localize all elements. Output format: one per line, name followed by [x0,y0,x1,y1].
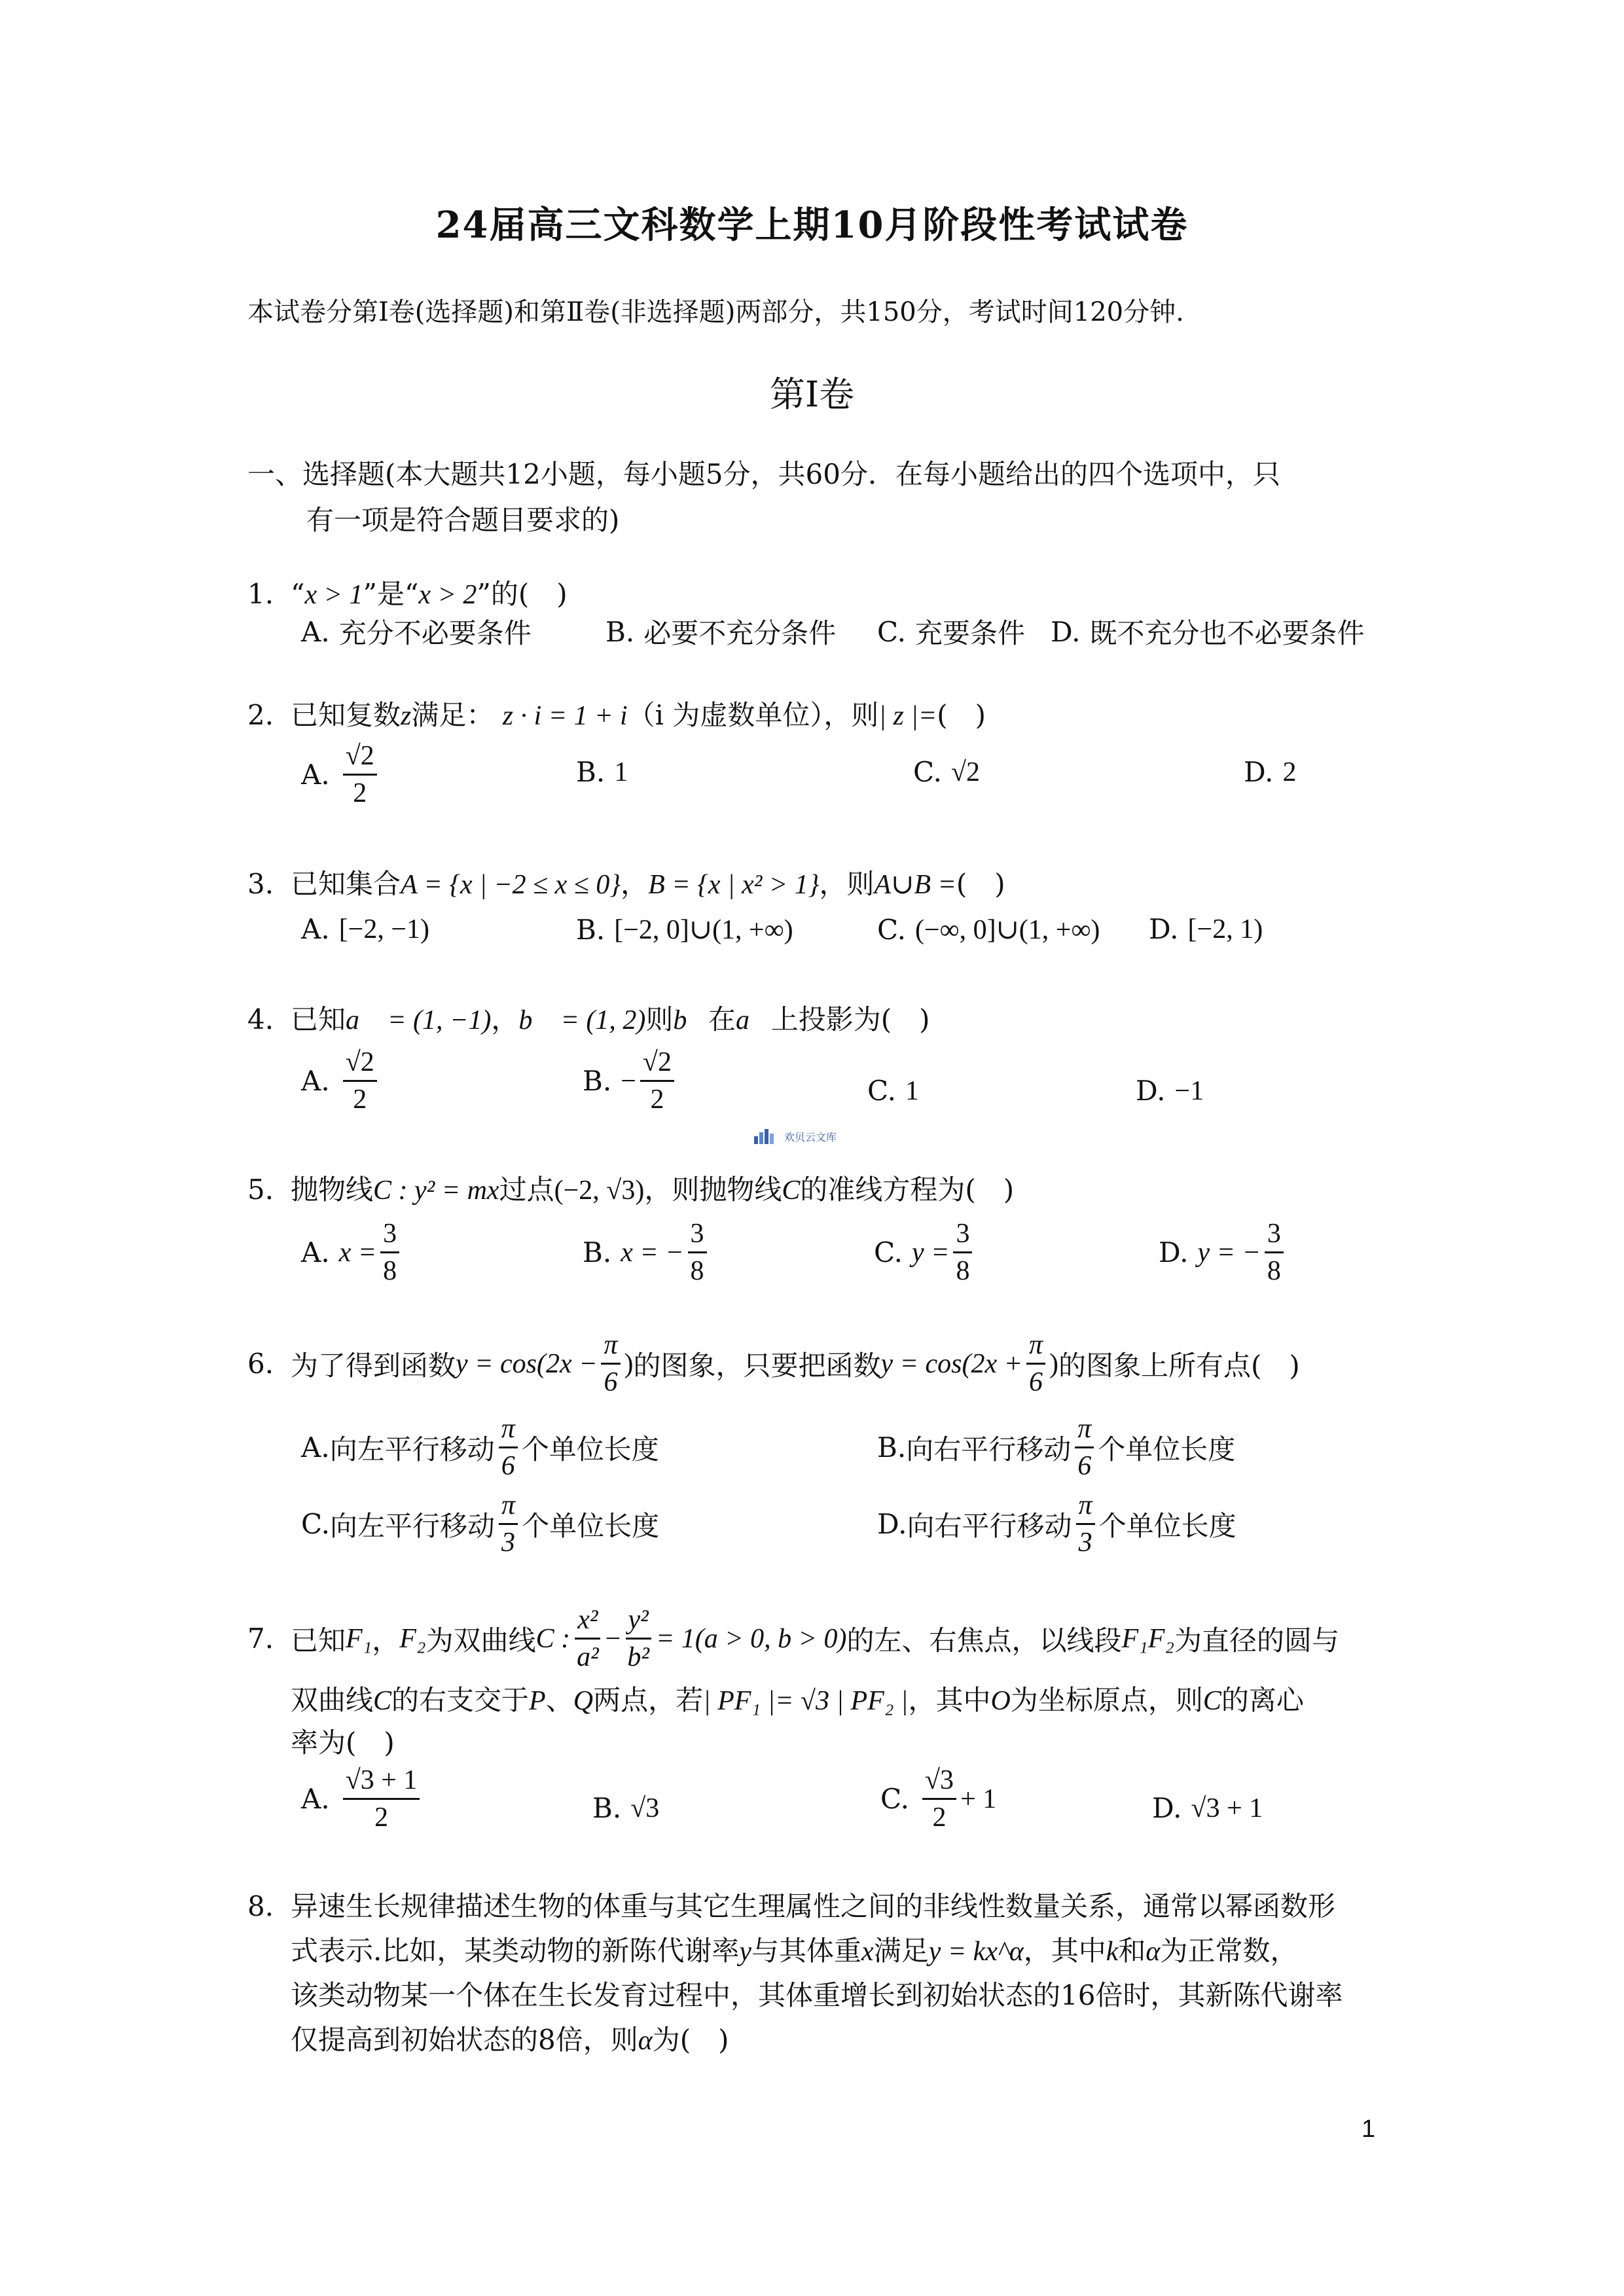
question-4 [247,998,930,1037]
q2-option-c[interactable] [913,756,980,788]
question-text: 的准线方程为( ) [800,1174,1015,1206]
question-7-line2 [291,1679,1304,1718]
question-text: 满足： [411,699,494,731]
q5-option-a[interactable] [301,1217,403,1287]
question-number: 1. [247,578,274,610]
fraction-numerator: 3 [688,1217,707,1253]
option-text: 个单位长度 [1098,1433,1236,1465]
fraction-numerator: √3 [922,1764,956,1800]
math-var: z [401,701,412,731]
question-text: 则 [645,1003,674,1035]
question-text: 的图象上所有点( ) [1058,1349,1300,1382]
q6-option-b[interactable] [877,1412,1235,1482]
question-text: 满足 [873,1935,929,1967]
option-text: + 1 [960,1784,997,1814]
option-label: B. [583,1236,612,1268]
option-text: 1 [905,1075,919,1106]
math-var: F₁ [346,1623,372,1654]
fraction-numerator: y² [626,1604,651,1640]
question-text: 的左、右焦点，以线段 [846,1624,1122,1657]
fraction-denominator: 6 [501,1451,515,1481]
fraction-numerator: π [499,1489,518,1525]
question-text: 已知复数 [291,699,401,731]
math-expr: B = {x | x² > 1} [648,870,820,900]
question-5 [247,1168,1014,1208]
option-label: D. [1149,913,1179,945]
question-number: 8. [247,1890,274,1922]
option-label: A. [301,1236,330,1268]
math-var: P [529,1686,546,1716]
question-text: 双曲线 [291,1684,374,1716]
question-1 [247,573,568,612]
math-expr: b⃗ = (1, 2) [518,1005,646,1035]
fraction-numerator: x² [575,1604,600,1640]
question-text: ， [372,1624,400,1657]
fraction [1026,1329,1045,1399]
option-label: C. [880,1783,909,1815]
question-8-line4 [291,2018,729,2058]
option-text: √3 + 1 [1191,1793,1263,1823]
fraction-denominator: 6 [604,1367,618,1397]
option-label: A. [301,615,330,648]
q4-option-c[interactable] [867,1075,919,1107]
q5-option-c[interactable] [874,1217,976,1287]
option-label: B. [583,1065,612,1097]
math-var: O [990,1686,1011,1716]
fraction [380,1217,399,1287]
option-text: 向左平行移动 [329,1433,495,1465]
option-label: A. [301,913,330,945]
question-6 [247,1329,1300,1399]
fraction [343,740,377,810]
question-text: 仅提高到初始状态的8倍，则 [291,2024,638,2056]
watermark-text: 欢贝云文库 [784,1130,837,1143]
option-label: A. [301,1065,330,1097]
q3-option-c[interactable] [877,913,1100,946]
fraction [574,1604,602,1674]
part-title: 第Ⅰ卷 [769,374,855,415]
q7-option-d[interactable] [1152,1792,1263,1824]
question-text: 与其体重 [751,1935,862,1967]
option-label: B. [592,1792,622,1824]
q4-option-a[interactable] [301,1046,381,1116]
question-text: 为坐标原点，则 [1010,1684,1203,1716]
option-text: [−2, −1) [338,914,430,944]
fraction-numerator: π [499,1412,518,1448]
q3-option-d[interactable] [1149,913,1263,945]
q1-option-a[interactable] [301,612,532,651]
option-label: A. [301,1431,330,1463]
option-text: 充要条件 [915,617,1026,649]
fraction [1076,1489,1095,1559]
question-text: ，其中 [908,1684,991,1716]
q6-option-a[interactable] [301,1412,659,1482]
q1-option-c[interactable] [877,612,1025,651]
math-expr: | z |= [878,701,937,731]
option-text: √2 [951,757,981,787]
question-text: 的离心 [1221,1684,1304,1716]
fraction [499,1489,518,1559]
section-heading [247,452,1280,543]
fraction-numerator: 3 [380,1217,399,1253]
question-text: ”的( ) [477,578,568,610]
question-text: 两点，若 [593,1684,704,1716]
question-text: 的右支交于 [391,1684,530,1716]
option-label: A. [301,759,330,791]
question-text: ，则抛物线 [644,1174,782,1206]
question-text: 已知集合 [291,868,401,900]
question-text: ”是“ [363,578,419,610]
math-var: y [739,1937,752,1967]
q5-option-b[interactable] [583,1217,711,1287]
question-text: ， [491,1003,519,1035]
question-8-line3: 该类动物某一个体在生长发育过程中，其体重增长到初始状态的16倍时，其新陈代谢率 [291,1979,1343,2011]
question-8-line2 [291,1929,1297,1969]
question-3 [247,863,1005,902]
question-text: 为了得到函数 [291,1349,456,1382]
question-text: 在 [708,1003,736,1035]
math-expr: y = cos(2x − [456,1348,598,1379]
question-7-line1 [247,1604,1339,1674]
section-heading-line1: 一、选择题(本大题共12小题，每小题5分，共60分．在每小题给出的四个选项中，只 [247,458,1280,490]
question-number: 2. [247,699,274,731]
option-label: D. [1159,1236,1189,1268]
library-logo-icon [753,1127,779,1145]
option-label: B. [576,913,605,946]
math-expr: y = − [1197,1237,1261,1268]
math-var: a⃗ [736,1005,771,1035]
q2-option-d[interactable] [1244,756,1297,788]
math-expr: C : y² = mx [373,1175,499,1206]
option-label: C. [913,756,942,788]
question-text: 过点 [499,1174,554,1206]
fraction-denominator: 2 [650,1085,664,1115]
option-label: C. [867,1075,896,1107]
option-label: A. [301,1783,330,1815]
option-text: 向右平行移动 [906,1433,1072,1465]
fraction-numerator: π [1075,1412,1094,1448]
question-text: 为正常数， [1160,1935,1298,1967]
option-label: D. [1152,1792,1182,1824]
q2-option-b[interactable] [576,756,628,788]
question-number: 7. [247,1623,274,1655]
math-expr: x > 1 [304,580,363,610]
section-heading-line2: 有一项是符合题目要求的) [306,504,620,536]
math-expr: y = kx^α [928,1937,1024,1967]
fraction [624,1604,652,1674]
question-8-line1 [247,1885,1335,1924]
math-expr: A = {x | −2 ≤ x ≤ 0} [401,870,621,900]
math-var: x [861,1937,874,1967]
q7-option-c[interactable] [880,1764,996,1834]
math-expr: z · i = 1 + i [502,701,628,731]
paren: ) [1049,1348,1059,1379]
question-7-line3: 率为( ) [291,1727,395,1759]
q7-option-b[interactable] [592,1792,659,1824]
option-text: √3 [630,1793,660,1823]
option-label: D. [1136,1075,1166,1107]
q3-option-b[interactable] [576,913,793,946]
question-text: 为直径的圆与 [1174,1624,1339,1657]
fraction-denominator: 3 [1078,1528,1092,1558]
math-expr: x = − [621,1237,684,1268]
question-text: 抛物线 [291,1174,374,1206]
fraction-denominator: 8 [1267,1256,1281,1286]
fraction-numerator: π [601,1329,620,1365]
question-text: 的图象，只要把函数 [633,1349,881,1382]
option-text: 1 [614,757,628,787]
fraction-denominator: a² [577,1642,599,1672]
option-label: B. [877,1431,907,1463]
fraction-numerator: 3 [1265,1217,1284,1253]
page-title: 24届高三文科数学上期10月阶段性考试试卷 [435,204,1189,247]
minus-sign: − [621,1066,636,1096]
option-text: −1 [1174,1075,1204,1106]
q4-option-b[interactable] [583,1046,678,1116]
q1-option-d[interactable] [1051,612,1365,651]
option-label: C. [301,1508,330,1540]
option-text: 2 [1282,757,1297,787]
question-text: ，其中 [1023,1935,1106,1967]
question-text: ( ) [937,699,986,731]
math-var: b⃗ [673,1005,709,1035]
exam-intro: 本试卷分第Ⅰ卷(选择题)和第Ⅱ卷(非选择题)两部分，共150分，考试时间120分钟. [247,297,1184,327]
paren: ) [624,1348,634,1379]
fraction-numerator: √2 [343,740,377,776]
fraction-numerator: √2 [343,1046,377,1082]
fraction-denominator: 2 [374,1803,389,1833]
option-text: 个单位长度 [521,1433,659,1465]
math-expr: = 1(a > 0, b > 0) [655,1623,847,1654]
math-expr: | PF₁ |= √3 | PF₂ | [703,1686,909,1716]
fraction-numerator: √2 [640,1046,674,1082]
math-expr: y = [912,1237,950,1268]
question-text: 式表示.比如，某类动物的新陈代谢率 [291,1935,740,1967]
question-number: 4. [247,1003,274,1035]
option-text: 向右平行移动 [907,1509,1072,1542]
fraction-denominator: 3 [501,1528,516,1558]
question-text: 为双曲线 [425,1624,536,1657]
math-var: C [373,1686,392,1716]
fraction [640,1046,674,1116]
option-label: B. [576,756,605,788]
question-text: ( ) [956,868,1005,900]
fraction-numerator: 3 [953,1217,972,1253]
fraction-denominator: b² [627,1642,649,1672]
fraction [343,1046,377,1116]
fraction [953,1217,972,1287]
fraction-numerator: π [1076,1489,1095,1525]
option-label: C. [877,913,906,946]
q4-option-d[interactable] [1136,1075,1204,1107]
option-text: 必要不充分条件 [643,617,837,649]
question-text: 异速生长规律描述生物的体重与其它生理属性之间的非线性数量关系，通常以幂函数形 [291,1890,1336,1922]
fraction [343,1764,420,1834]
math-var: F₁F₂ [1121,1623,1174,1654]
question-text: 和 [1118,1935,1146,1967]
question-number: 5. [247,1174,274,1206]
question-text: 为( ) [652,2024,729,2056]
q3-option-a[interactable] [301,913,429,945]
page-number: 1 [1362,2115,1376,2143]
math-expr: x > 2 [418,580,477,610]
question-text: （i 为虚数单位），则 [627,699,879,731]
question-number: 3. [247,868,274,900]
q5-option-d[interactable] [1159,1217,1288,1287]
math-var: F₂ [399,1623,426,1654]
question-number: 6. [247,1348,274,1380]
question-text: 、 [545,1684,573,1716]
quote-open: “ [291,578,305,610]
fraction-denominator: 6 [1029,1367,1043,1397]
option-text: 个单位长度 [1098,1509,1236,1542]
option-label: D. [1244,756,1274,788]
math-expr: C : [535,1623,571,1654]
fraction-denominator: 2 [353,1085,367,1115]
math-expr: A∪B = [874,870,956,900]
question-text: 上投影为( ) [770,1003,930,1035]
option-text: [−2, 0]∪(1, +∞) [614,915,793,945]
fraction [1075,1412,1094,1482]
fraction-denominator: 6 [1077,1451,1092,1481]
fraction-denominator: 8 [956,1256,970,1286]
math-expr: x = [338,1237,377,1268]
math-var: C [782,1175,801,1206]
q6-option-d[interactable] [877,1489,1236,1559]
option-label: B. [605,615,635,648]
math-var: Q [573,1686,594,1716]
math-expr: y = cos(2x + [880,1348,1022,1379]
fraction-numerator: π [1026,1329,1045,1365]
fraction-denominator: 8 [690,1256,704,1286]
question-text: ，则 [819,868,875,900]
math-expr: (−2, √3) [554,1175,645,1206]
math-expr: a⃗ = (1, −1) [346,1005,492,1035]
question-2 [247,694,986,733]
q6-option-c[interactable] [301,1489,659,1559]
q7-option-a[interactable] [301,1764,424,1834]
option-label: C. [877,615,906,648]
fraction-denominator: 2 [932,1803,947,1833]
q2-option-a[interactable] [301,740,381,810]
fraction-denominator: 2 [353,778,367,808]
fraction [688,1217,707,1287]
math-var: α [638,2026,653,2056]
fraction [499,1412,518,1482]
option-label: D. [1051,615,1081,648]
math-var: C [1202,1686,1221,1716]
option-text: [−2, 1) [1187,914,1263,944]
q1-option-b[interactable] [605,612,836,651]
question-text: 已知 [291,1003,346,1035]
option-text: 既不充分也不必要条件 [1089,617,1365,649]
option-text: 向左平行移动 [330,1509,496,1542]
option-text: 个单位长度 [522,1509,660,1542]
option-text: (−∞, 0]∪(1, +∞) [915,915,1100,945]
option-label: C. [874,1236,903,1268]
option-text: 充分不必要条件 [338,617,532,649]
minus-sign: − [605,1623,621,1654]
fraction-numerator: √3 + 1 [343,1764,420,1800]
math-var: α [1146,1937,1161,1967]
question-text: 已知 [291,1624,346,1657]
fraction [1265,1217,1284,1287]
fraction [601,1329,620,1399]
fraction-denominator: 8 [383,1256,397,1286]
math-var: k [1106,1937,1119,1967]
watermark [753,1127,837,1145]
question-text: ， [621,868,649,900]
option-label: D. [877,1508,907,1540]
fraction [922,1764,956,1834]
